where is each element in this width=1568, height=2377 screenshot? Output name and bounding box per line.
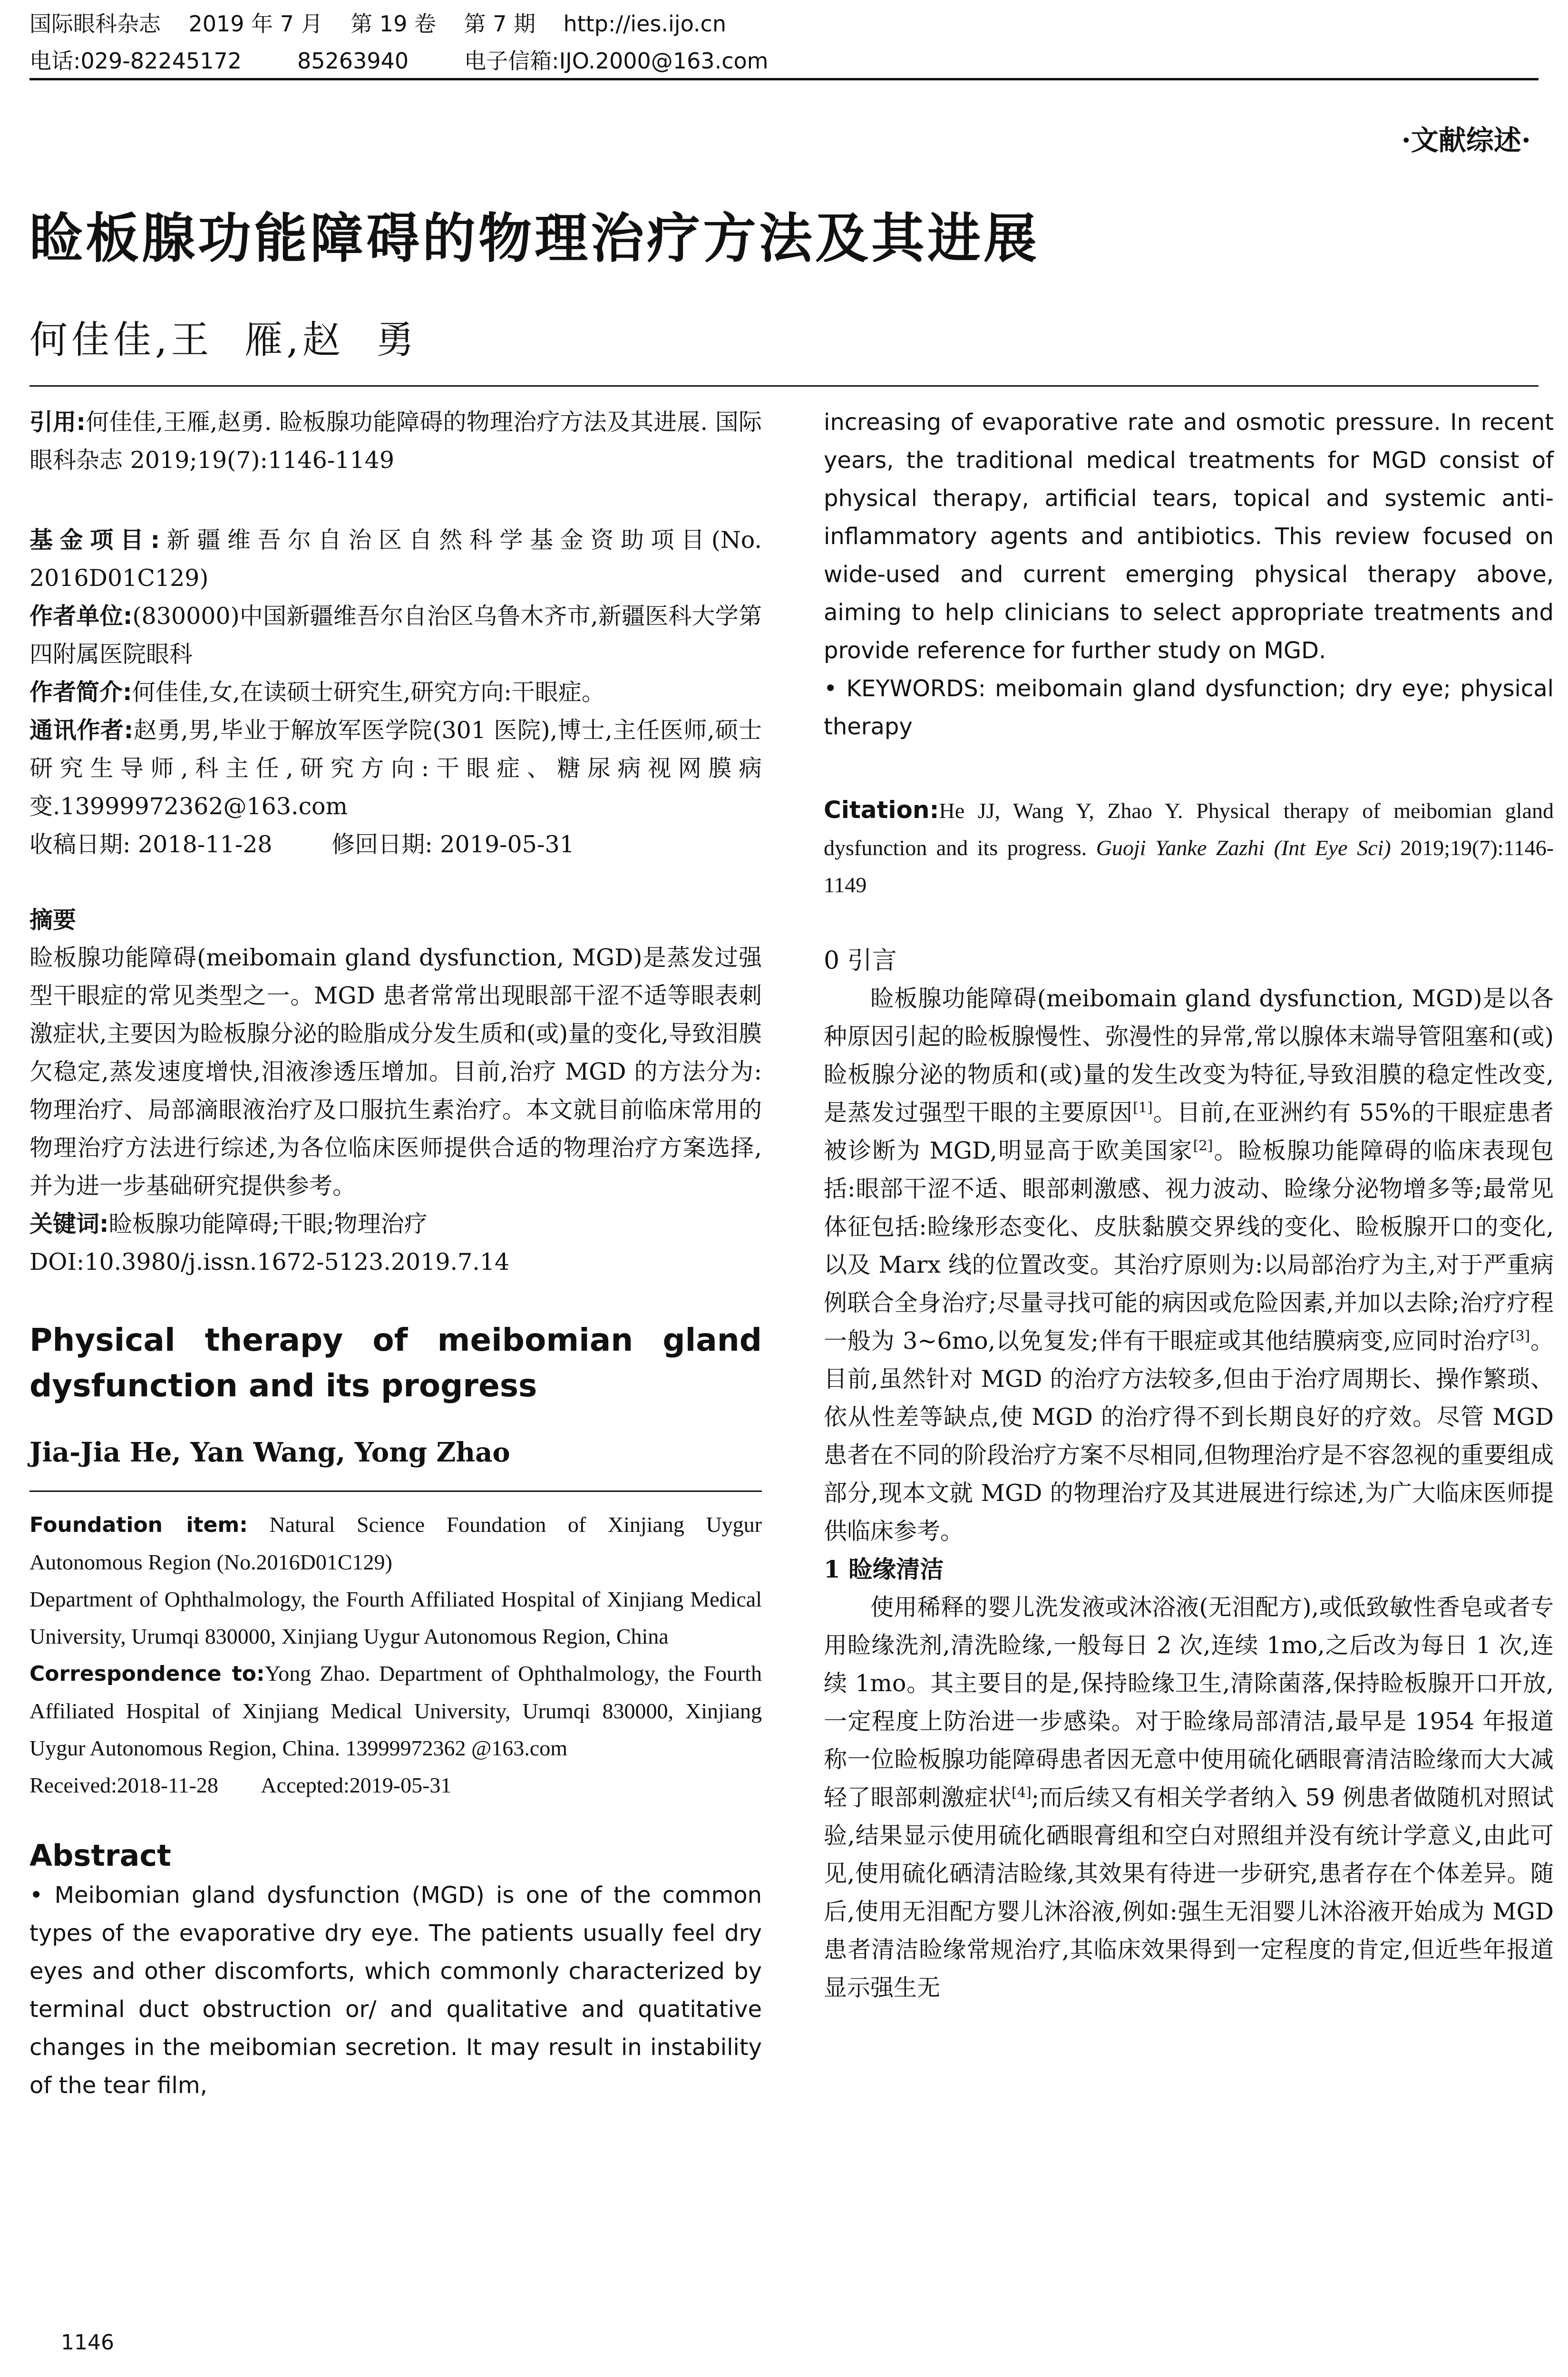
citation-en-journal: Guoji Yanke Zazhi (Int Eye Sci)	[1096, 836, 1391, 860]
keywords-cn-text: 睑板腺功能障碍;干眼;物理治疗	[108, 1210, 428, 1237]
unit-cn	[29, 597, 762, 673]
reference-4: [4]	[1012, 1784, 1032, 1801]
citation-en-tail: 2019;19(7):1146-1149	[824, 836, 1554, 897]
abstract-en-continued: increasing of evaporative rate and osmotic pressure. In recent years, the traditional medical treatments for MGD consist of physical therapy, artificial tears, topical and systemic anti-inflammatory agents and antibiotics. This review focused on wide-used and current emerging physical therapy above, aiming to help clinicians to select appropriate treatments and provide reference for further study on MGD.	[824, 409, 1554, 664]
journal-header-line1: 国际眼科杂志 2019 年 7 月 第 19 卷 第 7 期 http://ies.ijo.cn	[29, 11, 726, 37]
citation-en-label: Citation:	[824, 796, 939, 824]
en-author-rule	[29, 1471, 762, 1492]
section1-text-b: ;而后续又有相关学者纳入 59 例患者做随机对照试验,结果显示使用硫化硒眼膏组和空白对照组并没有统计学意义,由此可见,使用硫化硒清洁睑缘,其效果有待进一步研究,患者存在个体差异。随后,使用无泪配方婴儿沐浴液,例如:强生无泪婴儿沐浴液开始成为 MGD 患者清洁睑缘常规治疗,其临床效果得到一定程度的肯定,但近些年报道显示强生无	[824, 1784, 1554, 2001]
reference-1: [1]	[1133, 1099, 1153, 1116]
dates-en: Received:2018-11-28 Accepted:2019-05-31	[29, 1773, 452, 1797]
foundation-en-text: Natural Science Foundation of Xinjiang Uygur Autonomous Region (No.2016D01C129)	[29, 1512, 762, 1574]
bio-cn-text: 何佳佳,女,在读硕士研究生,研究方向:干眼症。	[132, 679, 605, 706]
section0-paragraph	[824, 980, 1554, 1550]
keywords-cn-label: 关键词:	[29, 1210, 109, 1237]
correspondence-cn	[29, 711, 762, 826]
correspondence-en-label: Correspondence to:	[29, 1662, 265, 1686]
reference-3: [3]	[1510, 1327, 1530, 1344]
citation-cn-label: 引用:	[29, 409, 86, 436]
title-rule	[29, 385, 1539, 387]
keywords-en: • KEYWORDS: meibomain gland dysfunction; dry eye; physical therapy	[824, 675, 1554, 740]
keywords-cn	[29, 1205, 762, 1243]
dates-cn: 收稿日期: 2018-11-28 修回日期: 2019-05-31	[29, 831, 575, 858]
right-column	[824, 403, 1554, 2007]
abstract-en-body: • Meibomian gland dysfunction (MGD) is one of the common types of the evaporative dry eye. The patients usually feel dry eyes and other discomforts, which commonly characterized by terminal duct obstruction or/ and qualitative and quatitative changes in the meibomian secretion. It may result in instability of the tear film,	[29, 1882, 762, 2099]
department-en: Department of Ophthalmology, the Fourth Affiliated Hospital of Xinjiang Medical University, Urumqi 830000, Xinjiang Uygur Autonomous Region, China	[29, 1587, 762, 1648]
bio-cn-label: 作者简介:	[29, 679, 132, 706]
correspondence-cn-label: 通讯作者:	[29, 717, 134, 744]
section0-text-c: 。睑板腺功能障碍的临床表现包括:眼部干涩不适、眼部刺激感、视力波动、睑缘分泌物增多等;最常见体征包括:睑缘形态变化、皮肤黏膜交界线的变化、睑板腺开口的变化,以及 Marx 线的位置改变。其治疗原则为:以局部治疗为主,对于严重病例联合全身治疗;尽量寻找可能的病因或危险因素,并加以去除;治疗疗程一般为 3~6mo,以免复发;伴有干眼症或其他结膜病变,应同时治疗	[824, 1137, 1554, 1354]
authors-en: Jia-Jia He, Yan Wang, Yong Zhao	[29, 1437, 510, 1468]
section0-text-d: 。目前,虽然针对 MGD 的治疗方法较多,但由于治疗周期长、操作繁琐、依从性差等缺点,使 MGD 的治疗得不到长期良好的疗效。尽管 MGD 患者在不同的阶段治疗方案不尽相同,但物理治疗是不容忽视的重要组成部分,现本文就 MGD 的物理治疗及其进展进行综述,为广大临床医师提供临床参考。	[824, 1327, 1554, 1545]
citation-en	[824, 791, 1554, 904]
article-title-cn: 睑板腺功能障碍的物理治疗方法及其进展	[29, 208, 1040, 270]
fund-cn-label: 基金项目:	[29, 526, 160, 554]
abstract-cn-heading: 摘要	[29, 906, 77, 934]
reference-2: [2]	[1193, 1137, 1213, 1154]
section0-text-b: 。目前,在亚洲约有 55%的干眼症患者被诊断为 MGD,明显高于欧美国家	[824, 1099, 1554, 1164]
abstract-cn-body: 睑板腺功能障碍(meibomain gland dysfunction, MGD)是蒸发过强型干眼症的常见类型之一。MGD 患者常常出现眼部干涩不适等眼表刺激症状,主要因为睑板腺分泌的睑脂成分发生质和(或)量的变化,导致泪膜欠稳定,蒸发速度增快,泪液渗透压增加。目前,治疗 MGD 的方法分为:物理治疗、局部滴眼液治疗及口服抗生素治疗。本文就目前临床常用的物理治疗方法进行综述,为各位临床医师提供合适的物理治疗方案选择,并为进一步基础研究提供参考。	[29, 944, 762, 1199]
section0-text-a: 睑板腺功能障碍(meibomain gland dysfunction, MGD)是以各种原因引起的睑板腺慢性、弥漫性的异常,常以腺体末端导管阻塞和(或)睑板腺分泌的物质和(或)量的发生改变为特征,导致泪膜的稳定性改变,是蒸发过强型干眼的主要原因	[824, 985, 1554, 1126]
article-title-en: Physical therapy of meibomian gland dysfunction and its progress	[29, 1322, 762, 1404]
correspondence-en-text: Yong Zhao. Department of Ophthalmology, the Fourth Affiliated Hospital of Xinjiang Medical University, Urumqi 830000, Xinjiang Uygur Autonomous Region, China. 13999972362 @163.com	[29, 1661, 762, 1760]
fund-cn-text: 新疆维吾尔自治区自然科学基金资助项目(No. 2016D01C129)	[29, 526, 762, 592]
section1-text-a: 使用稀释的婴儿洗发液或沐浴液(无泪配方),或低致敏性香皂或者专用睑缘洗剂,清洗睑缘,一般每日 2 次,连续 1mo,之后改为每日 1 次,连续 1mo。其主要目的是,保持睑缘卫生,清除菌落,保持睑板腺开口开放,一定程度上防治进一步感染。对于睑缘局部清洁,最早是 1954 年报道称一位睑板腺功能障碍患者因无意中使用硫化硒眼膏清洁睑缘而大大减轻了眼部刺激症状	[824, 1594, 1554, 1811]
citation-cn	[29, 403, 762, 479]
doi: DOI:10.3980/j.issn.1672-5123.2019.7.14	[29, 1248, 510, 1276]
unit-cn-label: 作者单位:	[29, 603, 133, 630]
header-rule	[29, 78, 1539, 80]
correspondence-cn-text: 赵勇,男,毕业于解放军医学院(301 医院),博士,主任医师,硕士研究生导师,科主任,研究方向:干眼症、糖尿病视网膜病变.13999972362@163.com	[29, 717, 762, 820]
journal-header-line2: 电话:029-82245172 85263940 电子信箱:IJO.2000@163.com	[29, 48, 769, 74]
section0-heading: 0 引言	[824, 946, 897, 975]
bio-cn	[29, 673, 762, 711]
section1-heading: 1 睑缘清洁	[824, 1555, 944, 1583]
foundation-en-label: Foundation item:	[29, 1513, 248, 1537]
unit-cn-text: (830000)中国新疆维吾尔自治区乌鲁木齐市,新疆医科大学第四附属医院眼科	[29, 603, 762, 668]
section-tag: ·文献综述·	[1401, 124, 1531, 156]
foundation-en	[29, 1506, 762, 1581]
section1-paragraph	[824, 1588, 1554, 2007]
correspondence-en	[29, 1655, 762, 1767]
page-number: 1146	[61, 2330, 114, 2355]
citation-cn-text: 何佳佳,王雁,赵勇. 睑板腺功能障碍的物理治疗方法及其进展. 国际眼科杂志 2019;19(7):1146-1149	[29, 409, 762, 474]
authors-cn: 何佳佳,王 雁,赵 勇	[29, 318, 418, 362]
citation-en-text: He JJ, Wang Y, Zhao Y. Physical therapy of meibomian gland dysfunction and its progress.	[824, 799, 1554, 860]
abstract-en-heading: Abstract	[29, 1838, 171, 1873]
left-column	[29, 403, 762, 2104]
fund-cn	[29, 521, 762, 597]
